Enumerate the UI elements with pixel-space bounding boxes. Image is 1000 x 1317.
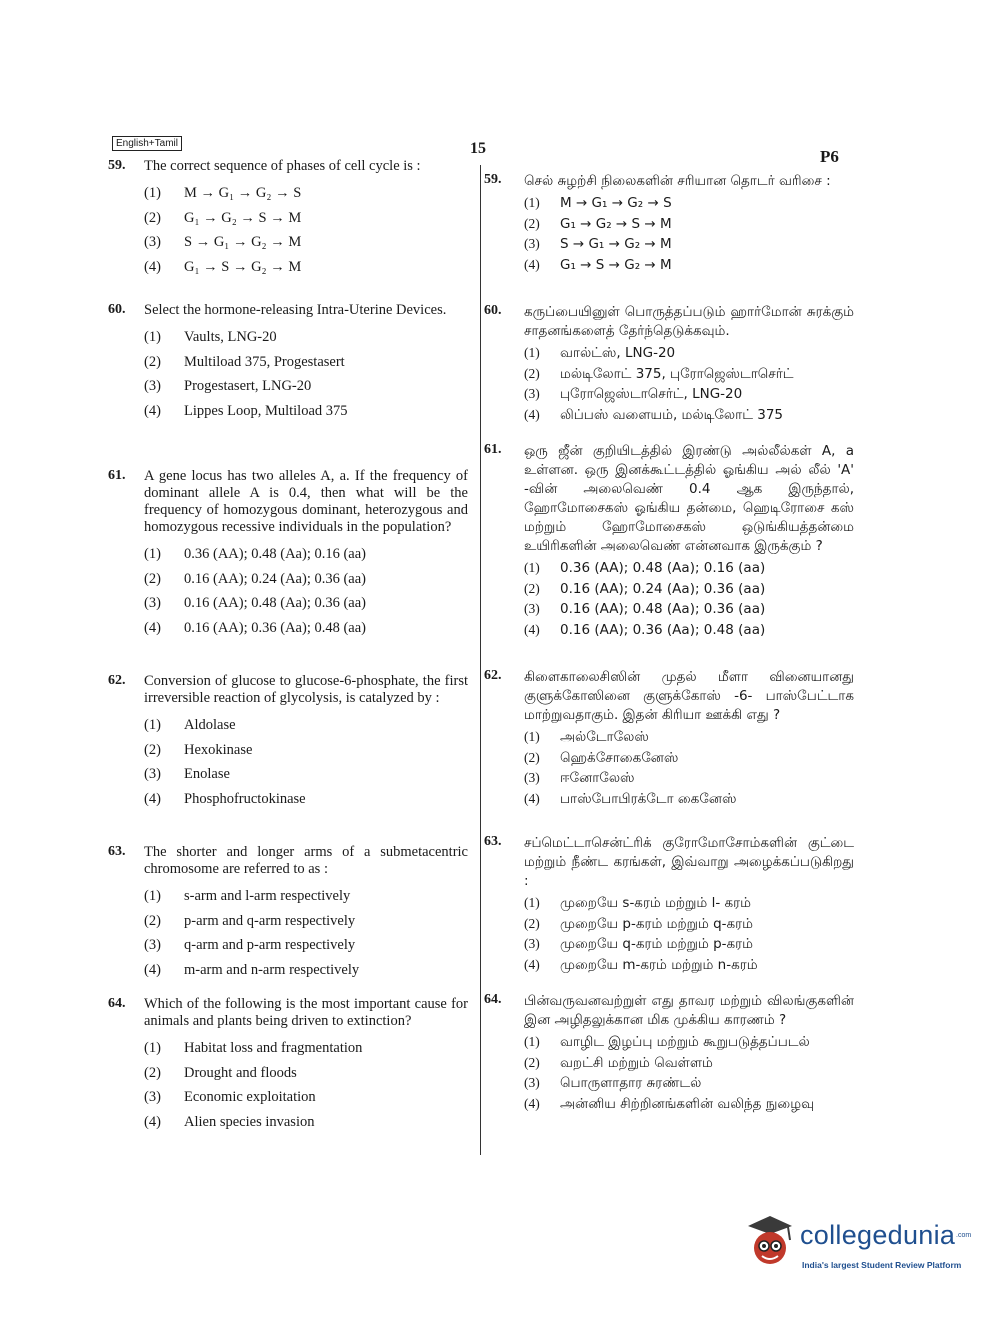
option-text: Multiload 375, Progestasert	[184, 353, 345, 370]
option-number: (2)	[524, 749, 540, 765]
option	[524, 255, 854, 276]
option-text: Drought and floods	[184, 1064, 297, 1081]
option-text: மல்டிலோட் 375, புரோஜெஸ்டாசெர்ட்	[560, 365, 794, 382]
option-number: (4)	[524, 956, 540, 972]
question-59-en	[108, 158, 468, 279]
option-number: (4)	[144, 402, 161, 419]
collegedunia-watermark	[740, 1212, 970, 1282]
option	[144, 762, 468, 787]
option	[524, 620, 854, 641]
option-number: (1)	[144, 888, 161, 904]
question-stem: Conversion of glucose to glucose-6-phosphate, the first irreversible reaction of glycolysis, is catalyzed by :	[144, 673, 468, 706]
option-number: (2)	[524, 1054, 540, 1070]
option-number: (2)	[524, 580, 540, 596]
option-text: S → G₁ → G₂ → M	[184, 234, 302, 250]
brand-tagline: India's largest Student Review Platform	[802, 1260, 962, 1270]
options-list	[144, 713, 468, 811]
question-63-en	[108, 844, 468, 982]
option	[524, 234, 854, 255]
option	[524, 1073, 854, 1094]
question-64-ta	[484, 992, 854, 1114]
option	[144, 958, 468, 983]
option-text: 0.16 (AA); 0.48 (Aa); 0.36 (aa)	[560, 601, 766, 617]
option-number: (4)	[144, 1113, 161, 1130]
question-number: 62.	[108, 673, 126, 688]
question-number: 62.	[484, 668, 502, 683]
option-text: முறையே p-கரம் மற்றும் q-கரம்	[560, 915, 754, 932]
option-text: m-arm and n-arm respectively	[184, 961, 360, 978]
option	[524, 727, 854, 748]
question-stem: சப்மெட்டாசென்ட்ரிக் குரோமோசோம்களின் குட்டை மற்றும் நீண்ட கரங்கள், இவ்வாறு அழைக்கப்படுகிறது :	[524, 835, 854, 889]
question-number: 63.	[484, 834, 502, 849]
options-list	[144, 325, 468, 423]
option-number: (4)	[144, 790, 161, 807]
option-text: G₁ → S → G₂ → M	[560, 256, 672, 273]
option-number: (4)	[524, 256, 540, 272]
option	[524, 1032, 854, 1053]
option-text: 0.16 (AA); 0.36 (Aa); 0.48 (aa)	[184, 619, 367, 636]
option-text: வறட்சி மற்றும் வெள்ளம்	[560, 1054, 713, 1071]
option-text: G₁ → G₂ → S → M	[184, 209, 302, 226]
option-number: (2)	[144, 353, 161, 370]
option-number: (2)	[144, 741, 161, 758]
option	[524, 384, 854, 405]
option-text: M → G₁ → G₂ → S	[560, 195, 672, 211]
question-60-en	[108, 302, 468, 423]
question-stem: The correct sequence of phases of cell cycle is :	[144, 158, 421, 174]
option	[144, 255, 468, 280]
option	[144, 1110, 468, 1135]
option-number: (3)	[144, 937, 161, 953]
option	[524, 1094, 854, 1115]
options-list	[524, 558, 854, 640]
option-text: Phosphofructokinase	[184, 790, 306, 807]
option-text: பொருளாதார சுரண்டல்	[560, 1075, 702, 1091]
option-text: Enolase	[184, 766, 230, 782]
option-number: (1)	[524, 345, 540, 360]
set-code: P6	[820, 147, 839, 166]
options-list	[524, 893, 854, 975]
option-number: (2)	[524, 365, 540, 381]
option-text: முறையே m-கரம் மற்றும் n-கரம்	[560, 956, 758, 973]
option	[144, 374, 468, 399]
language-tag: English+Tamil	[112, 136, 182, 151]
option-number: (3)	[524, 236, 540, 251]
option-number: (4)	[524, 621, 540, 637]
option-number: (2)	[144, 912, 161, 929]
option-number: (4)	[524, 1095, 540, 1111]
option-text: ஈனோலேஸ்	[560, 770, 635, 786]
option	[144, 1061, 468, 1086]
option	[144, 567, 468, 592]
option-text: 0.16 (AA); 0.24 (Aa); 0.36 (aa)	[184, 570, 367, 587]
option-text: 0.16 (AA); 0.36 (Aa); 0.48 (aa)	[560, 621, 766, 638]
option	[144, 230, 468, 255]
option	[524, 1053, 854, 1074]
option-text: Alien species invasion	[184, 1113, 315, 1130]
options-list	[524, 727, 854, 809]
question-60-ta	[484, 303, 854, 425]
option-number: (3)	[144, 234, 161, 250]
option-number: (4)	[524, 790, 540, 806]
option-text: புரோஜெஸ்டாசெர்ட், LNG-20	[560, 386, 743, 402]
option-text: q-arm and p-arm respectively	[184, 937, 356, 953]
option-text: அன்னிய சிற்றினங்களின் வலிந்த நுழைவு	[560, 1095, 814, 1112]
question-stem: செல் சுழற்சி நிலைகளின் சரியான தொடர் வரிசை :	[524, 173, 831, 189]
option	[144, 181, 468, 206]
option-number: (1)	[144, 1040, 161, 1056]
option-number: (3)	[144, 378, 161, 394]
option	[524, 343, 854, 364]
option	[144, 884, 468, 909]
option	[144, 787, 468, 812]
question-stem: கருப்பையினுள் பொருத்தப்படும் ஹார்மோன் சுரக்கும் சாதனங்களைத் தேர்ந்தெடுக்கவும்.	[524, 304, 854, 339]
question-61-ta	[484, 442, 854, 640]
column-divider	[480, 165, 481, 1155]
option-text: ஹெக்சோகைனேஸ்	[560, 749, 679, 766]
option-number: (3)	[144, 595, 161, 611]
option-number: (1)	[524, 560, 540, 575]
option	[524, 768, 854, 789]
question-stem: The shorter and longer arms of a submetacentric chromosome are referred to as :	[144, 844, 468, 877]
option-number: (1)	[524, 729, 540, 744]
option	[144, 1036, 468, 1061]
question-number: 61.	[484, 442, 502, 457]
question-stem: Select the hormone-releasing Intra-Uterine Devices.	[144, 302, 447, 318]
option-number: (1)	[524, 1034, 540, 1049]
option	[524, 748, 854, 769]
option	[144, 206, 468, 231]
option-text: Habitat loss and fragmentation	[184, 1040, 363, 1056]
option-number: (3)	[524, 601, 540, 616]
option	[524, 955, 854, 976]
option-text: Economic exploitation	[184, 1089, 316, 1105]
option-text: M → G₁ → G₂ → S	[184, 185, 302, 201]
option-text: வால்ட்ஸ், LNG-20	[560, 345, 676, 361]
option-text: முறையே s-கரம் மற்றும் l- கரம்	[560, 895, 751, 911]
option-text: 0.16 (AA); 0.24 (Aa); 0.36 (aa)	[560, 580, 766, 597]
options-list	[144, 181, 468, 279]
option-number: (4)	[144, 258, 161, 275]
option-text: s-arm and l-arm respectively	[184, 888, 351, 904]
option-number: (4)	[524, 406, 540, 422]
option-number: (1)	[524, 195, 540, 210]
option-number: (1)	[144, 185, 161, 201]
option-text: Aldolase	[184, 717, 236, 733]
question-stem: Which of the following is the most important cause for animals and plants being driven to extinction?	[144, 996, 468, 1029]
option-number: (3)	[524, 1075, 540, 1090]
option	[524, 558, 854, 579]
option-text: Progestasert, LNG-20	[184, 378, 312, 394]
page-number: 15	[470, 140, 486, 157]
option-text: வாழிட இழப்பு மற்றும் கூறுபடுத்தப்படல்	[560, 1034, 810, 1050]
question-number: 63.	[108, 844, 126, 859]
option-number: (1)	[144, 546, 161, 562]
question-63-ta	[484, 834, 854, 975]
option	[144, 325, 468, 350]
option-number: (1)	[144, 717, 161, 733]
option	[524, 405, 854, 426]
option	[144, 616, 468, 641]
options-list	[144, 1036, 468, 1134]
option	[144, 909, 468, 934]
option	[524, 789, 854, 810]
options-list	[524, 343, 854, 425]
question-number: 60.	[484, 303, 502, 318]
option	[144, 399, 468, 424]
mascot-logo-icon	[740, 1212, 796, 1274]
option-text: லிப்பஸ் வளையம், மல்டிலோட் 375	[560, 406, 783, 423]
option	[524, 893, 854, 914]
option-text: 0.36 (AA); 0.48 (Aa); 0.16 (aa)	[560, 560, 766, 576]
question-stem: கிளைகாலைசிஸின் முதல் மீளா வினையானது குளுக்கோஸினை குளுக்கோஸ் -6- பாஸ்பேட்டாக மாற்றுவதாகும். இதன் கிரியா ஊக்கி எது ?	[524, 669, 854, 723]
option-number: (4)	[144, 961, 161, 978]
question-stem: ஒரு ஜீன் குறியிடத்தில் இரண்டு அல்லீல்கள் A, a உள்ளன. ஒரு இனக்கூட்டத்தில் ஓங்கிய அல் லீல் 'A' -வின் அலைவெண் 0.4 ஆக இருந்தால், ஹோமோசைகஸ் ஓங்கிய தன்மை, ஹெடிரோசை கஸ் மற்றும் ஹோமோசைகஸ் ஒடுங்கியத்தன்மை உயிரிகளின் அலைவெண் என்னவாக இருக்கும் ?	[524, 443, 854, 554]
option	[144, 933, 468, 958]
option	[524, 193, 854, 214]
option	[524, 914, 854, 935]
option-number: (1)	[524, 895, 540, 910]
question-number: 64.	[108, 996, 126, 1011]
question-stem: பின்வருவனவற்றுள் எது தாவர மற்றும் விலங்குகளின் இன அழிதலுக்கான மிக முக்கிய காரணம் ?	[524, 993, 854, 1028]
option-text: 0.16 (AA); 0.48 (Aa); 0.36 (aa)	[184, 595, 367, 611]
option-text: Hexokinase	[184, 741, 253, 758]
question-stem: A gene locus has two alleles A, a. If the frequency of dominant allele A is 0.4, then what will be the frequency of homozygous dominant, heterozygous and homozygous recessive individuals in the population?	[144, 468, 468, 535]
option	[524, 934, 854, 955]
options-list	[524, 1032, 854, 1114]
question-number: 64.	[484, 992, 502, 1007]
options-list	[144, 884, 468, 982]
question-61-en	[108, 468, 468, 640]
option	[524, 364, 854, 385]
option-text: S → G₁ → G₂ → M	[560, 236, 672, 252]
option-number: (2)	[144, 570, 161, 587]
options-list	[144, 542, 468, 640]
option	[144, 713, 468, 738]
option-text: G₁ → S → G₂ → M	[184, 258, 302, 275]
option	[144, 1085, 468, 1110]
option-number: (2)	[524, 215, 540, 231]
option-text: அல்டோலேஸ்	[560, 729, 649, 745]
option	[144, 350, 468, 375]
option-number: (3)	[524, 770, 540, 785]
options-list	[524, 193, 854, 275]
question-62-en	[108, 673, 468, 811]
option-number: (3)	[144, 766, 161, 782]
option-number: (2)	[144, 209, 161, 226]
option	[144, 738, 468, 763]
option-number: (3)	[144, 1089, 161, 1105]
option-text: p-arm and q-arm respectively	[184, 912, 356, 929]
option-number: (1)	[144, 329, 161, 345]
option	[524, 599, 854, 620]
option-number: (2)	[524, 915, 540, 931]
option-text: பாஸ்போபிரக்டோ கைனேஸ்	[560, 790, 737, 807]
option-text: 0.36 (AA); 0.48 (Aa); 0.16 (aa)	[184, 546, 367, 562]
option-number: (3)	[524, 936, 540, 951]
question-62-ta	[484, 668, 854, 809]
question-number: 60.	[108, 302, 126, 317]
option	[144, 542, 468, 567]
option	[524, 214, 854, 235]
option-number: (3)	[524, 386, 540, 401]
option-text: முறையே q-கரம் மற்றும் p-கரம்	[560, 936, 754, 952]
option-text: Lippes Loop, Multiload 375	[184, 402, 348, 419]
question-number: 59.	[108, 158, 126, 173]
option	[144, 591, 468, 616]
brand-name: collegedunia	[800, 1220, 956, 1250]
option	[524, 579, 854, 600]
question-number: 61.	[108, 468, 126, 483]
option-number: (4)	[144, 619, 161, 636]
question-59-ta	[484, 172, 854, 275]
option-text: G₁ → G₂ → S → M	[560, 215, 672, 232]
option-text: Vaults, LNG-20	[184, 329, 277, 345]
question-number: 59.	[484, 172, 502, 187]
option-number: (2)	[144, 1064, 161, 1081]
question-64-en	[108, 996, 468, 1134]
brand-suffix: .com	[956, 1232, 972, 1239]
